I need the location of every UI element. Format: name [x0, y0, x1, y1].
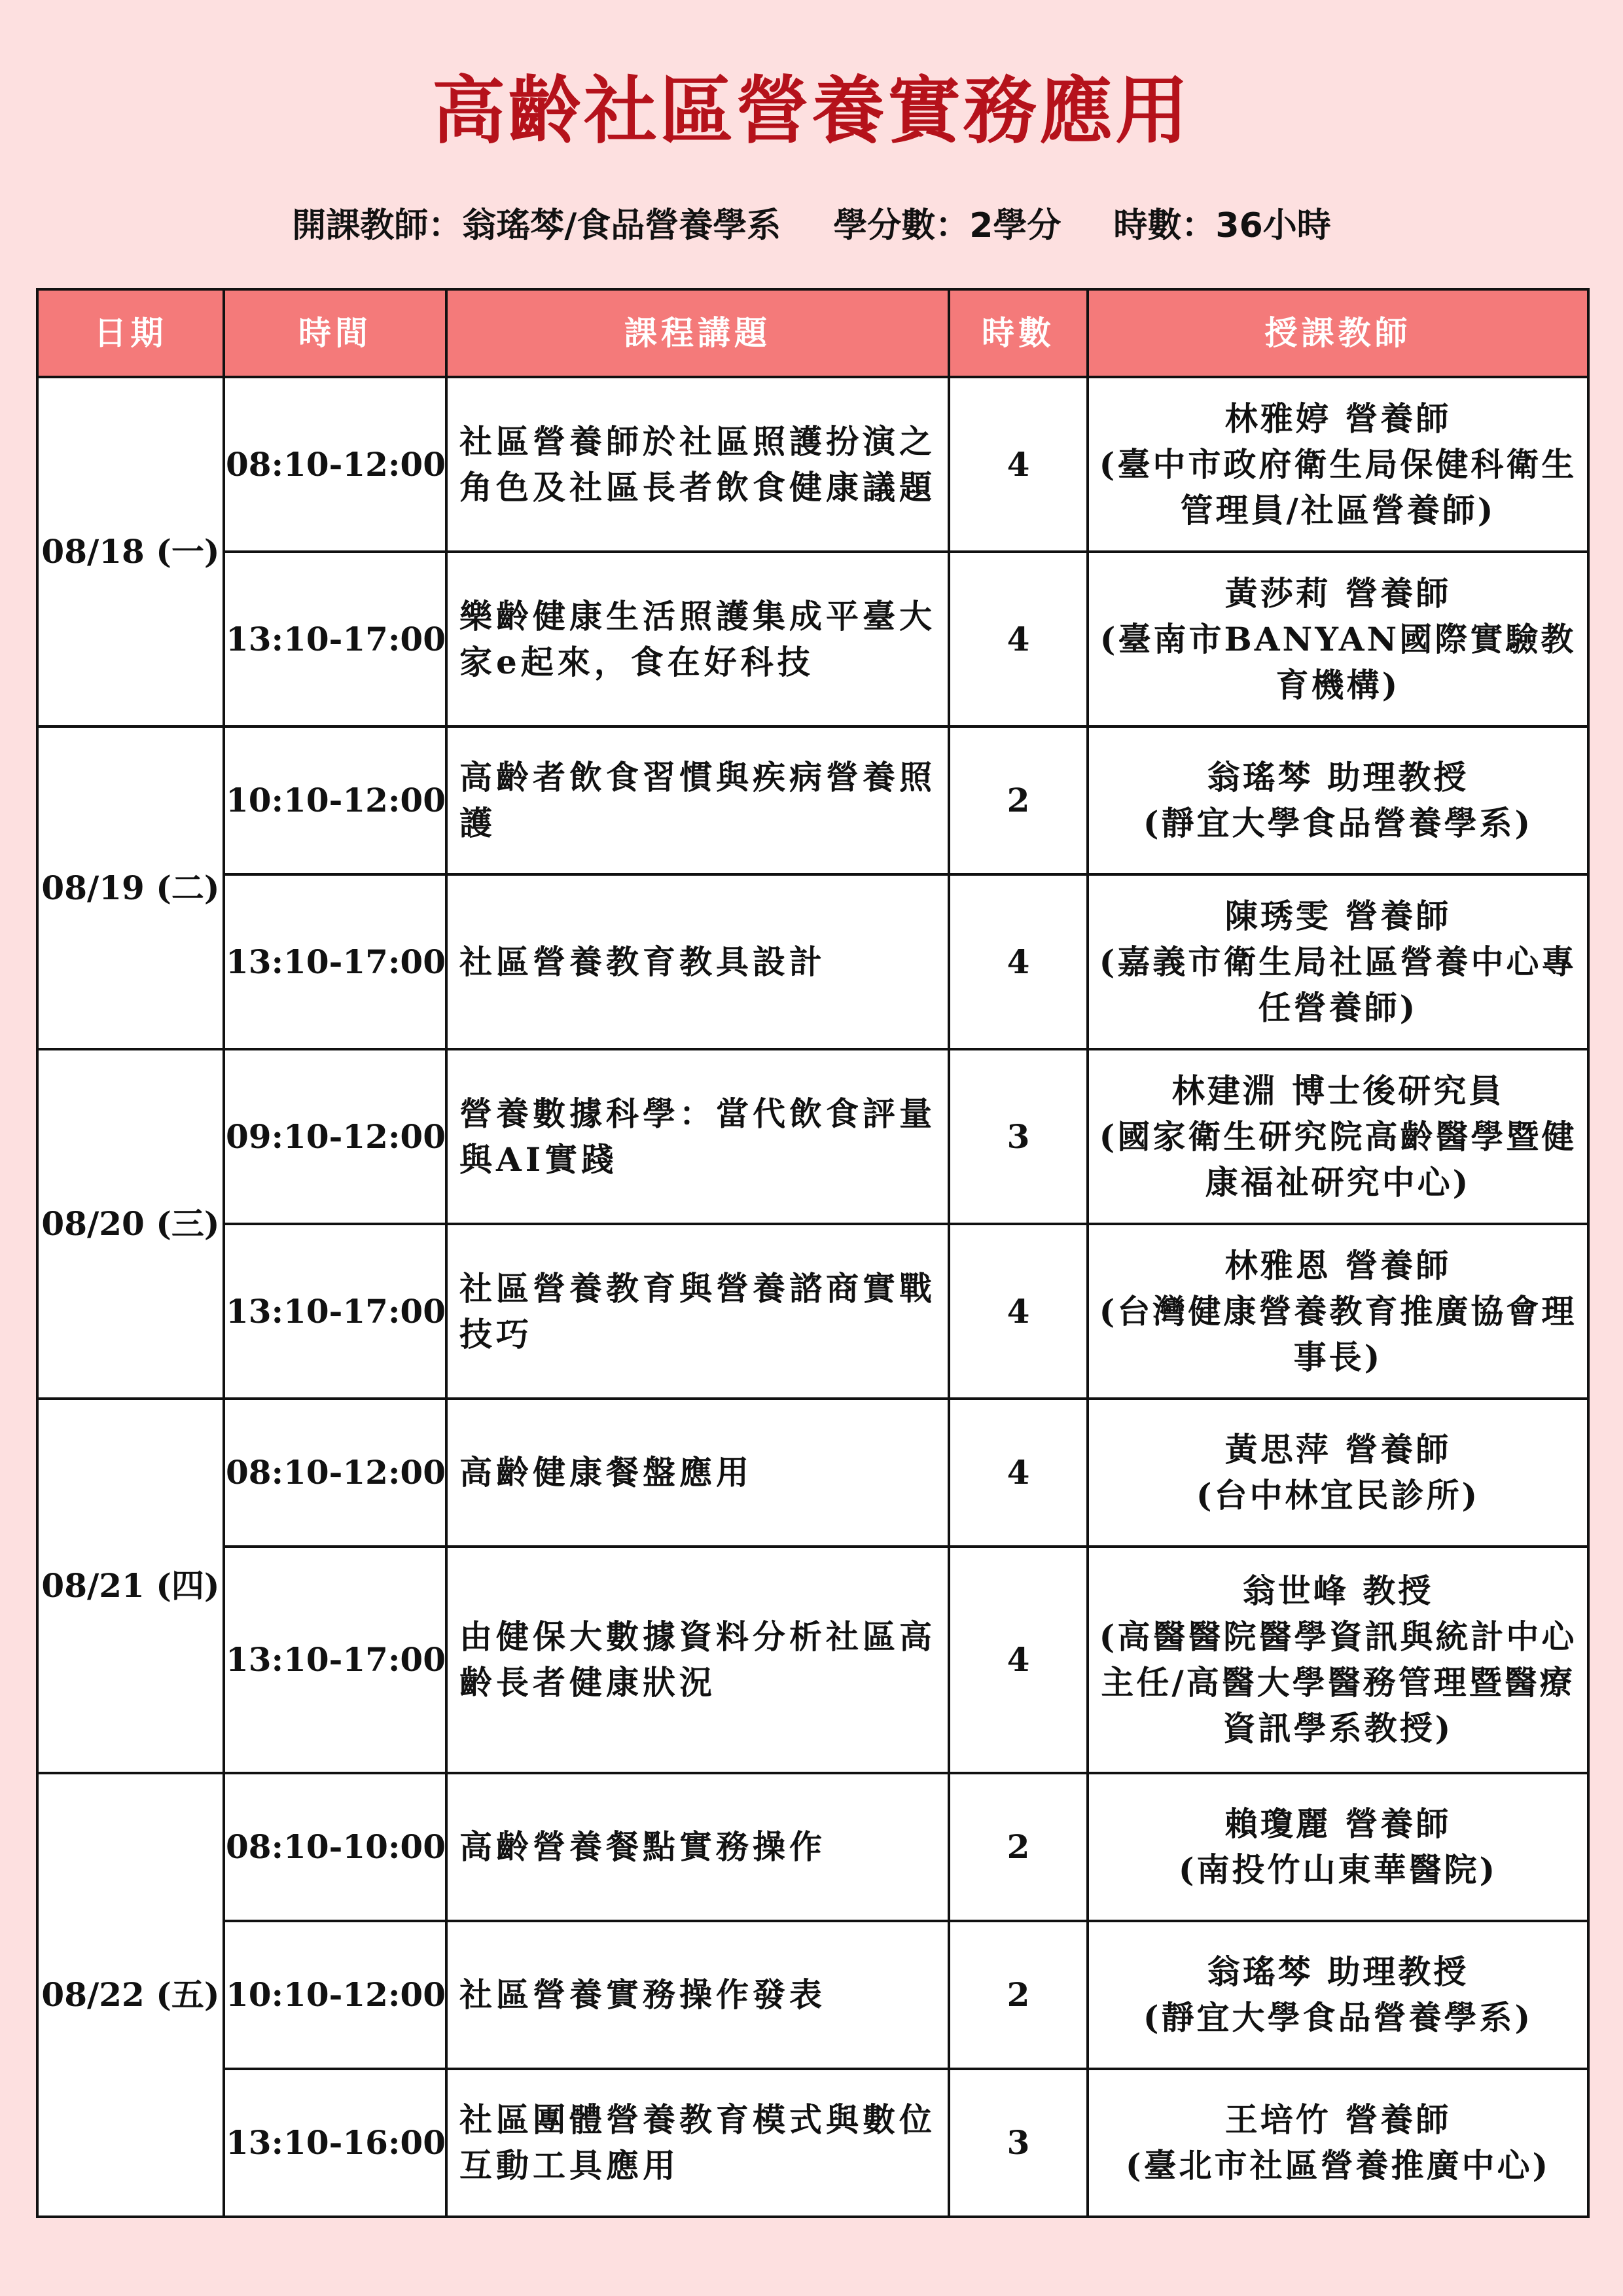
header-topic: 課程講題	[446, 289, 949, 377]
topic-cell: 高齡者飲食習慣與疾病營養照護	[446, 726, 949, 874]
teacher-cell	[1088, 1547, 1588, 1773]
date-cell: 08/21 (四)	[37, 1399, 224, 1773]
hours-cell: 3	[949, 1049, 1088, 1224]
table-row	[37, 1049, 1588, 1224]
hours-cell: 2	[949, 1773, 1088, 1921]
time-cell: 08:10-10:00	[224, 1773, 446, 1921]
teacher-cell	[1088, 726, 1588, 874]
teacher-org: (靜宜大學食品營養學系)	[1143, 1998, 1533, 2037]
topic-cell: 社區營養師於社區照護扮演之角色及社區長者飲食健康議題	[446, 377, 949, 552]
teacher-org: (南投竹山東華醫院)	[1178, 1850, 1498, 1889]
hours-cell: 4	[949, 552, 1088, 726]
hours-cell: 4	[949, 377, 1088, 552]
teacher-cell	[1088, 1921, 1588, 2069]
topic-cell: 社區營養實務操作發表	[446, 1921, 949, 2069]
instructor-info: 開課教師：翁瑤棽/食品營養學系	[292, 206, 781, 245]
hours-cell: 4	[949, 874, 1088, 1049]
table-row	[37, 552, 1588, 726]
topic-cell: 社區團體營養教育模式與數位互動工具應用	[446, 2069, 949, 2217]
table-row	[37, 1224, 1588, 1399]
topic-cell: 高齡健康餐盤應用	[446, 1399, 949, 1547]
table-row	[37, 1399, 1588, 1547]
teacher-name: 林雅婷 營養師	[1224, 399, 1452, 438]
header-date: 日期	[37, 289, 224, 377]
topic-cell: 高齡營養餐點實務操作	[446, 1773, 949, 1921]
time-cell: 09:10-12:00	[224, 1049, 446, 1224]
teacher-cell	[1088, 1399, 1588, 1547]
date-cell: 08/19 (二)	[37, 726, 224, 1049]
teacher-org: (臺中市政府衛生局保健科衛生管理員/社區營養師)	[1099, 444, 1577, 529]
time-cell: 08:10-12:00	[224, 377, 446, 552]
teacher-cell	[1088, 1224, 1588, 1399]
teacher-name: 賴瓊麗 營養師	[1224, 1804, 1452, 1843]
credits-info: 學分數：2學分	[833, 206, 1061, 245]
table-row	[37, 1547, 1588, 1773]
time-cell: 10:10-12:00	[224, 726, 446, 874]
teacher-name: 翁世峰 教授	[1242, 1571, 1434, 1610]
header-hours: 時數	[949, 289, 1088, 377]
hours-cell: 3	[949, 2069, 1088, 2217]
header-row	[37, 289, 1588, 377]
teacher-cell	[1088, 2069, 1588, 2217]
time-cell: 13:10-16:00	[224, 2069, 446, 2217]
teacher-name: 林雅恩 營養師	[1224, 1246, 1452, 1285]
schedule-table	[36, 288, 1590, 2218]
hours-info: 時數：36小時	[1113, 206, 1331, 245]
teacher-name: 黃思萍 營養師	[1224, 1430, 1452, 1469]
time-cell: 13:10-17:00	[224, 874, 446, 1049]
date-cell: 08/22 (五)	[37, 1773, 224, 2217]
time-cell: 13:10-17:00	[224, 1224, 446, 1399]
teacher-cell	[1088, 874, 1588, 1049]
teacher-org: (高醫醫院醫學資訊與統計中心主任/高醫大學醫務管理暨醫療資訊學系教授)	[1099, 1617, 1577, 1748]
table-row	[37, 1773, 1588, 1921]
table-row	[37, 2069, 1588, 2217]
page-title: 高齡社區營養實務應用	[432, 69, 1191, 154]
teacher-name: 翁瑤棽 助理教授	[1207, 1952, 1469, 1991]
teacher-org: (台灣健康營養教育推廣協會理事長)	[1099, 1291, 1577, 1376]
hours-cell: 2	[949, 726, 1088, 874]
header-teacher: 授課教師	[1088, 289, 1588, 377]
table-row	[37, 1921, 1588, 2069]
topic-cell: 由健保大數據資料分析社區高齡長者健康狀況	[446, 1547, 949, 1773]
time-cell: 10:10-12:00	[224, 1921, 446, 2069]
header-time: 時間	[224, 289, 446, 377]
teacher-cell	[1088, 377, 1588, 552]
hours-cell: 4	[949, 1547, 1088, 1773]
teacher-org: (嘉義市衛生局社區營養中心專任營養師)	[1099, 942, 1577, 1027]
hours-cell: 4	[949, 1399, 1088, 1547]
teacher-cell	[1088, 1049, 1588, 1224]
time-cell: 13:10-17:00	[224, 552, 446, 726]
topic-cell: 社區營養教育教具設計	[446, 874, 949, 1049]
topic-cell: 營養數據科學：當代飲食評量與AI實踐	[446, 1049, 949, 1224]
date-cell: 08/20 (三)	[37, 1049, 224, 1399]
teacher-name: 黃莎莉 營養師	[1224, 573, 1452, 613]
time-cell: 13:10-17:00	[224, 1547, 446, 1773]
teacher-org: (靜宜大學食品營養學系)	[1143, 804, 1533, 842]
date-cell: 08/18 (一)	[37, 377, 224, 726]
table-row	[37, 874, 1588, 1049]
table-row	[37, 377, 1588, 552]
topic-cell: 樂齡健康生活照護集成平臺大家e起來，食在好科技	[446, 552, 949, 726]
teacher-name: 王培竹 營養師	[1224, 2100, 1452, 2139]
teacher-name: 林建淵 博士後研究員	[1171, 1071, 1505, 1110]
teacher-org: (國家衛生研究院高齡醫學暨健康福祉研究中心)	[1099, 1117, 1577, 1202]
teacher-org: (臺南市BANYAN國際實驗教育機構)	[1099, 619, 1577, 704]
topic-cell: 社區營養教育與營養諮商實戰技巧	[446, 1224, 949, 1399]
course-info	[0, 200, 1623, 252]
teacher-name: 陳琇雯 營養師	[1224, 896, 1452, 935]
teacher-cell	[1088, 552, 1588, 726]
hours-cell: 2	[949, 1921, 1088, 2069]
teacher-cell	[1088, 1773, 1588, 1921]
teacher-org: (臺北市社區營養推廣中心)	[1125, 2146, 1551, 2185]
hours-cell: 4	[949, 1224, 1088, 1399]
time-cell: 08:10-12:00	[224, 1399, 446, 1547]
teacher-org: (台中林宜民診所)	[1196, 1476, 1480, 1515]
teacher-name: 翁瑤棽 助理教授	[1207, 758, 1469, 797]
table-row	[37, 726, 1588, 874]
